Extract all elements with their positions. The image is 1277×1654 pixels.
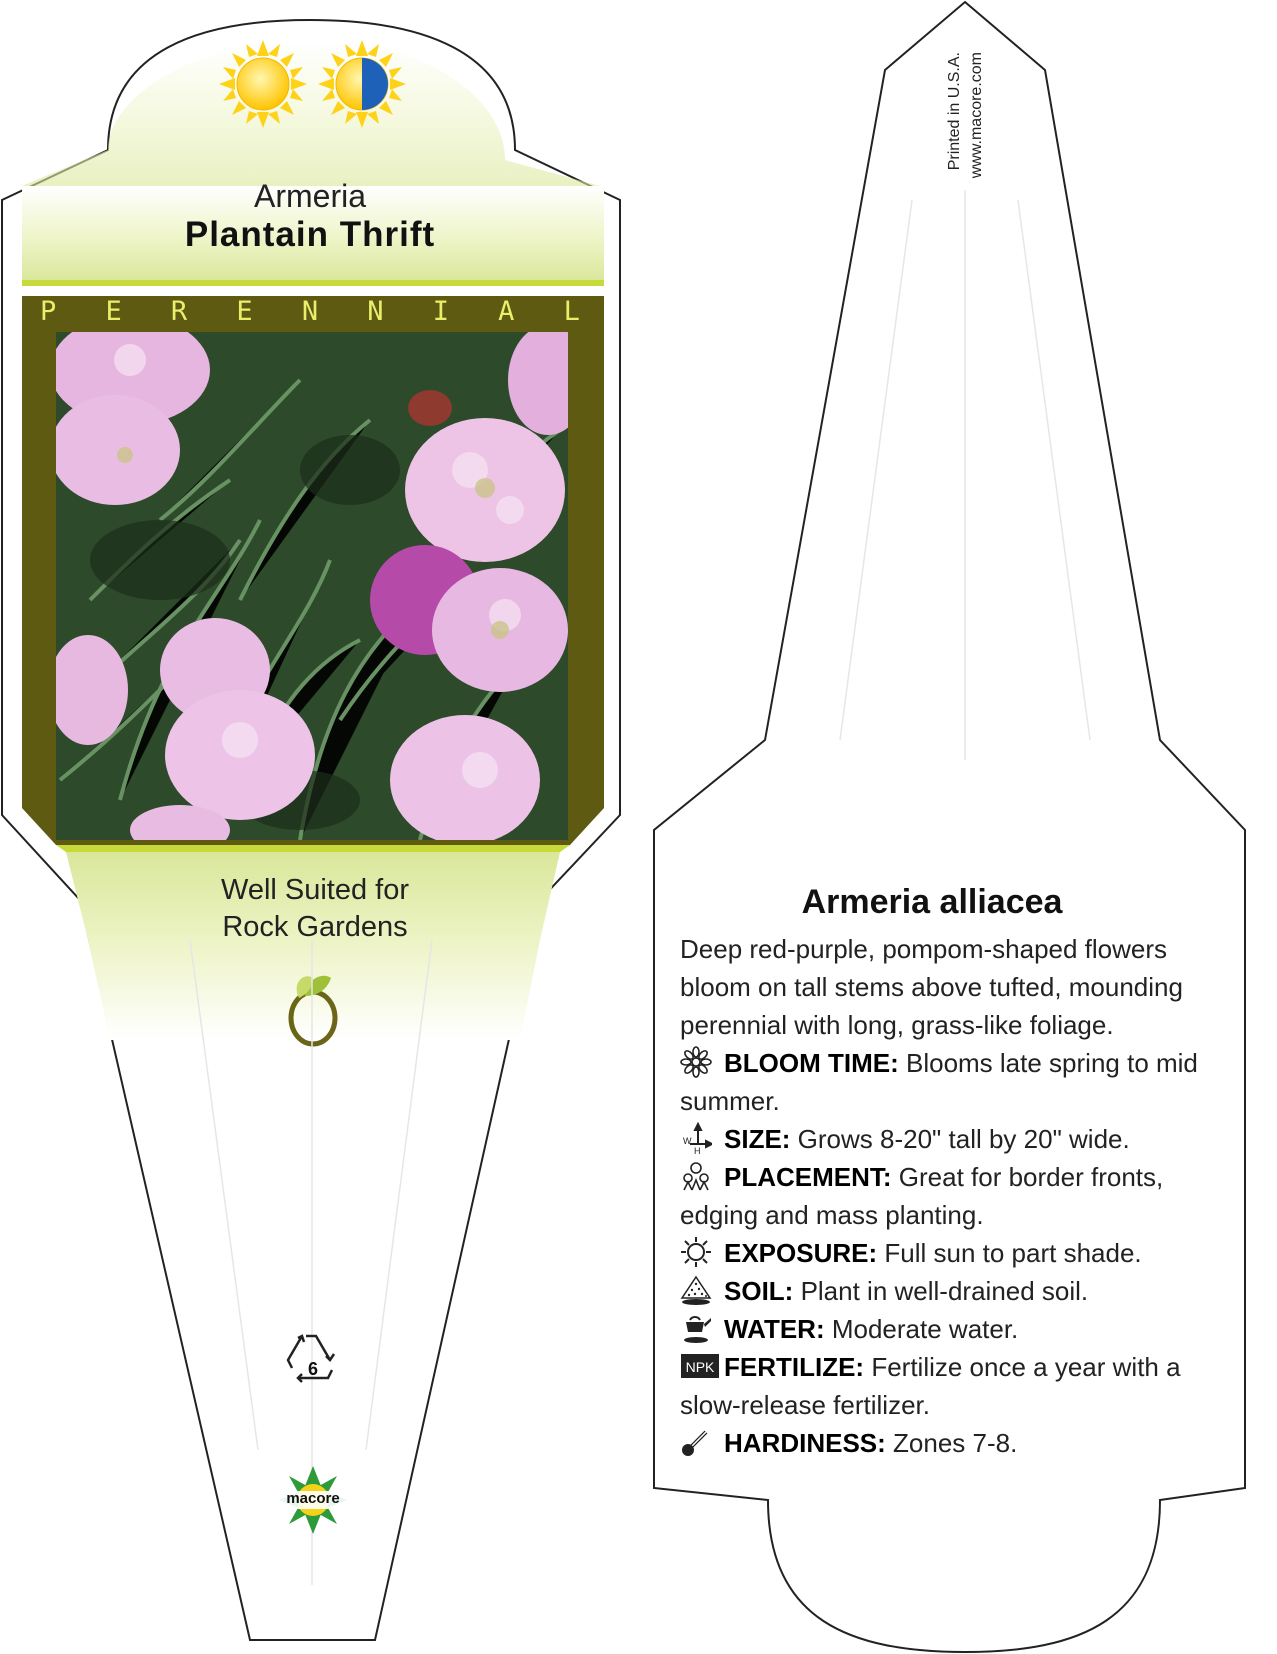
plant-type-letter: R: [170, 296, 188, 327]
care-description: [680, 930, 1240, 1462]
care-row-bloom-time: [680, 1044, 1240, 1120]
care-label: WATER:: [724, 1314, 825, 1344]
care-label: EXPOSURE:: [724, 1238, 878, 1268]
header-divider: [22, 280, 604, 286]
plant-photo: [48, 315, 588, 855]
full-sun-icon: [219, 40, 307, 128]
recycle-number: 6: [307, 1359, 318, 1379]
feature-text: [150, 872, 480, 946]
care-text: Fertilize once a year with a slow-release fertilizer.: [680, 1352, 1181, 1420]
water-icon: [680, 1312, 720, 1344]
feature-line-2: Rock Gardens: [222, 911, 408, 943]
botanical-name: Armeria alliacea: [801, 883, 1063, 921]
care-text: Great for border fronts, edging and mass planting.: [680, 1162, 1164, 1230]
care-row-placement: [680, 1158, 1240, 1234]
care-label: FERTILIZE:: [724, 1352, 865, 1382]
part-sun-icon: [318, 40, 406, 128]
bloom-time-icon: [680, 1046, 720, 1078]
care-label: SOIL:: [724, 1276, 794, 1306]
plant-type-letter: E: [236, 296, 253, 327]
printed-in: Printed in U.S.A.: [946, 52, 963, 171]
care-row-size: [680, 1120, 1240, 1158]
care-row-hardiness: [680, 1424, 1240, 1462]
plant-type-label: [40, 296, 580, 327]
care-label: BLOOM TIME:: [724, 1048, 899, 1078]
plant-type-letter: I: [432, 296, 449, 327]
plant-type-letter: A: [498, 296, 515, 327]
description: Deep red-purple, pompom-shaped flowers bloom on tall stems above tufted, mounding perennial with long, grass-like foliage.: [680, 934, 1183, 1040]
care-row-water: [680, 1310, 1240, 1348]
care-label: HARDINESS:: [724, 1428, 886, 1458]
photo-frame-lower: [56, 845, 570, 852]
hardiness-icon: [680, 1426, 720, 1458]
website: www.macore.com: [968, 52, 985, 179]
plant-type-letter: L: [563, 296, 580, 327]
svg-text:W: W: [683, 1136, 692, 1146]
care-text: Plant in well-drained soil.: [793, 1276, 1089, 1306]
care-row-exposure: [680, 1234, 1240, 1272]
care-text: Grows 8-20" tall by 20" wide.: [790, 1124, 1130, 1154]
macore-logo-text: macore: [286, 1490, 340, 1507]
care-text: Blooms late spring to mid summer.: [680, 1048, 1198, 1116]
placement-icon: [680, 1160, 720, 1192]
care-row-fertilize: [680, 1348, 1240, 1424]
plant-type-letter: N: [367, 296, 384, 327]
common-name-genus: Armeria: [253, 178, 366, 214]
svg-text:H: H: [694, 1146, 701, 1154]
care-label: PLACEMENT:: [724, 1162, 892, 1192]
plant-type-letter: E: [105, 296, 122, 327]
soil-icon: [680, 1274, 720, 1306]
common-name: Plantain Thrift: [184, 215, 436, 254]
care-text: Moderate water.: [824, 1314, 1019, 1344]
feature-line-1: Well Suited for: [220, 874, 410, 906]
svg-text:NPK: NPK: [685, 1359, 715, 1375]
plant-type-letter: P: [40, 296, 57, 327]
care-row-soil: [680, 1272, 1240, 1310]
plant-type-letter: N: [301, 296, 319, 327]
care-text: Zones 7-8.: [885, 1428, 1018, 1458]
care-label: SIZE:: [724, 1124, 791, 1154]
care-text: Full sun to part shade.: [877, 1238, 1142, 1268]
size-icon: [680, 1122, 720, 1154]
side-imprint: [944, 52, 990, 282]
fertilize-icon: [680, 1350, 720, 1382]
care-details: [680, 1044, 1240, 1462]
exposure-icon: [680, 1236, 720, 1268]
